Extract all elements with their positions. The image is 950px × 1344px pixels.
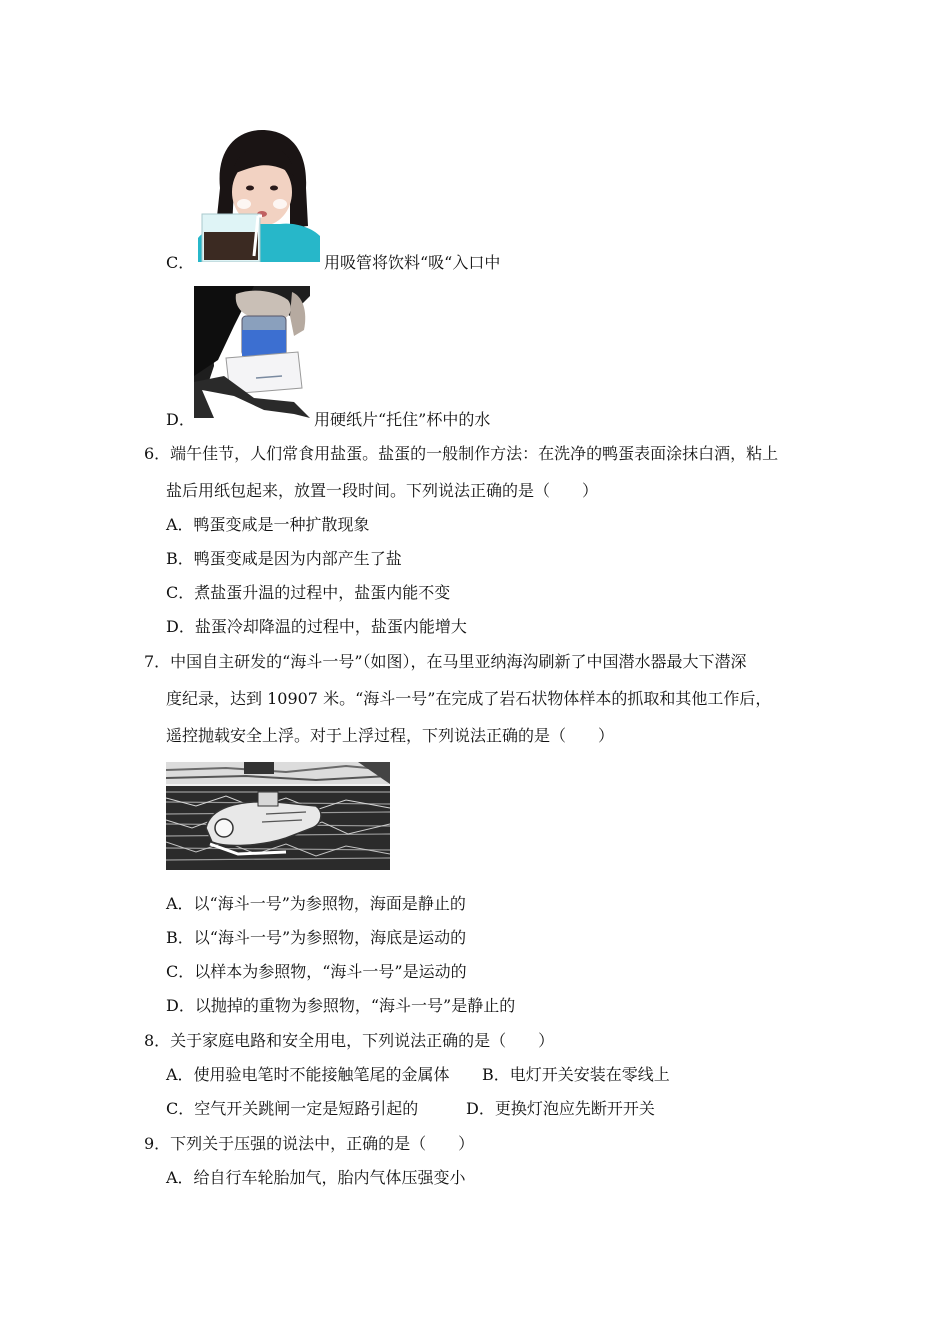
q7-stem-line1: 7．中国自主研发的“海斗一号”（如图），在马里亚纳海沟刷新了中国潜水器最大下潜深 [144, 652, 747, 671]
q8-option-d: D．更换灯泡应先断开开关 [466, 1099, 655, 1118]
q9-stem: 9．下列关于压强的说法中，正确的是（ ） [144, 1134, 475, 1153]
paper-card-cup-photo [194, 286, 310, 418]
q6-stem-line2: 盐后用纸包起来，放置一段时间。下列说法正确的是（ ） [166, 481, 599, 500]
q6-option-b: B．鸭蛋变咸是因为内部产生了盐 [166, 549, 402, 568]
q6-option-c: C．煮盐蛋升温的过程中，盐蛋内能不变 [166, 583, 451, 602]
q7-option-b: B．以“海斗一号”为参照物，海底是运动的 [166, 928, 467, 947]
q5-option-d-text: 用硬纸片“托住”杯中的水 [314, 410, 491, 429]
q8-option-a: A．使用验电笔时不能接触笔尾的金属体 [166, 1065, 450, 1084]
q8-stem: 8．关于家庭电路和安全用电，下列说法正确的是（ ） [144, 1031, 555, 1050]
q7-stem-line3: 遥控抛载安全上浮。对于上浮过程，下列说法正确的是（ ） [166, 726, 615, 745]
option-letter: D． [166, 410, 195, 429]
q7-option-a: A．以“海斗一号”为参照物，海面是静止的 [166, 894, 466, 913]
option-letter: C． [166, 253, 195, 272]
q7-stem-line2: 度纪录，达到 10907 米。“海斗一号”在完成了岩石状物体样本的抓取和其他工作后， [166, 689, 772, 708]
girl-drinking-straw-photo [198, 128, 320, 262]
q7-option-d: D．以抛掉的重物为参照物，“海斗一号”是静止的 [166, 996, 516, 1015]
q8-option-b: B．电灯开关安装在零线上 [482, 1065, 670, 1084]
q5-option-c [166, 253, 194, 273]
q6-option-d: D．盐蛋冷却降温的过程中，盐蛋内能增大 [166, 617, 467, 636]
q8-option-c: C．空气开关跳闸一定是短路引起的 [166, 1099, 419, 1118]
q7-option-c: C．以样本为参照物，“海斗一号”是运动的 [166, 962, 467, 981]
q5-option-c-text: 用吸管将饮料“吸“入口中 [324, 253, 501, 272]
q6-option-a: A．鸭蛋变咸是一种扩散现象 [166, 515, 370, 534]
q6-stem-line1: 6．端午佳节，人们常食用盐蛋。盐蛋的一般制作方法：在洗净的鸭蛋表面涂抹白酒，粘上 [144, 444, 779, 463]
q5-option-d [166, 410, 195, 430]
haidou-submersible-photo [166, 762, 390, 870]
q9-option-a: A．给自行车轮胎加气，胎内气体压强变小 [166, 1168, 466, 1187]
